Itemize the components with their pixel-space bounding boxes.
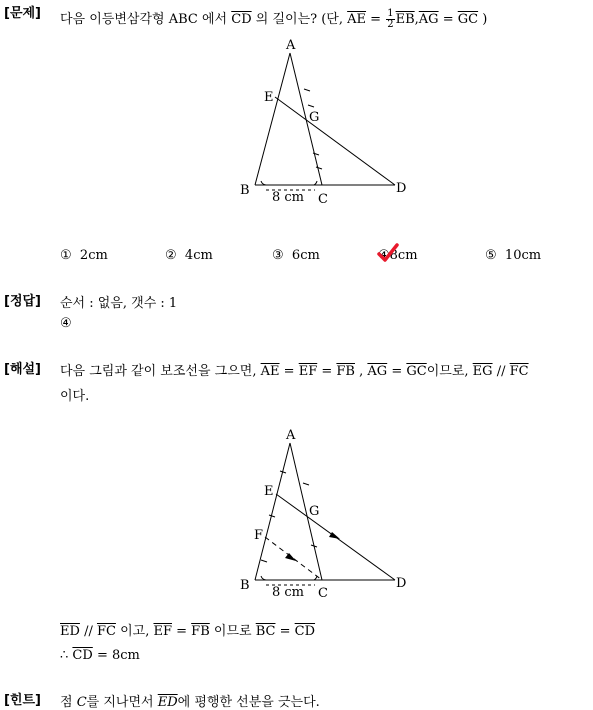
figure-1-triangle <box>230 35 430 210</box>
label-g: G <box>309 504 320 519</box>
label-d: D <box>396 181 407 196</box>
choice-5[interactable]: ⑤ 10cm <box>485 248 542 263</box>
label-b: B <box>240 578 250 593</box>
segment-cd: $\overline{CD}$ <box>231 12 252 27</box>
label-c: C <box>318 192 328 207</box>
label-a: A <box>286 428 296 443</box>
label-a: A <box>286 38 296 53</box>
side-ab <box>255 53 290 185</box>
side-ab <box>255 443 290 580</box>
question-tag: [문제] <box>4 6 41 21</box>
choice-1[interactable]: ① 2cm <box>60 248 108 263</box>
explanation-tag: [해설] <box>4 362 41 377</box>
explanation-line-1: 다음 그림과 같이 보조선을 그으면, $\overline{AE} = \overline{EF} = \overline{FB}$ , $\overline{AG} = \overline{GC}$이므로, $\overline{EG} // \overline{FC}$ <box>60 364 529 379</box>
bc-length: 8 cm <box>272 585 305 600</box>
question-text: 다음 이등변삼각형 ABC 에서 $\overline{CD}$ 의 길이는? (단, $\overline{AE}$ = $\frac{1}{2}$ $\overline{EB},\overline{AG} = \overline{GC}$ ) <box>60 8 488 30</box>
conclusion-line-1: $\overline{ED} // \overline{FC}$ 이고, $\overline{EF} = \overline{FB}$ 이므로 $\overline{BC} = \overline{CD}$ <box>60 624 316 639</box>
choice-4[interactable]: ④8cm <box>378 248 418 263</box>
hint-text: 점 C를 지나면서 $\overline{ED}$에 평행한 선분을 긋는다. <box>60 695 320 710</box>
check-mark-icon <box>376 242 400 264</box>
label-e: E <box>264 90 274 105</box>
label-e: E <box>264 484 274 499</box>
fraction-half: $\frac{1}{2}$ <box>387 8 394 30</box>
segment-ed <box>275 97 395 185</box>
label-g: G <box>309 110 320 125</box>
label-d: D <box>396 576 407 591</box>
label-f: F <box>254 528 264 543</box>
label-b: B <box>240 183 250 198</box>
hint-tag: [힌트] <box>4 693 41 708</box>
answer-line-1: 순서 : 없음, 갯수 : 1 <box>60 296 178 311</box>
bc-length: 8 cm <box>272 190 305 205</box>
choice-3[interactable]: ③ 6cm <box>272 248 320 263</box>
explanation-line-2: 이다. <box>60 389 90 404</box>
figure-2-triangle <box>230 425 430 603</box>
answer-line-2: ④ <box>60 316 72 331</box>
label-c: C <box>318 586 328 601</box>
parallel-arrow-fc <box>285 553 296 561</box>
conclusion-line-2: ∴ $\overline{CD} = 8cm$ <box>60 648 140 663</box>
choice-2[interactable]: ② 4cm <box>165 248 213 263</box>
answer-tag: [정답] <box>4 294 41 309</box>
